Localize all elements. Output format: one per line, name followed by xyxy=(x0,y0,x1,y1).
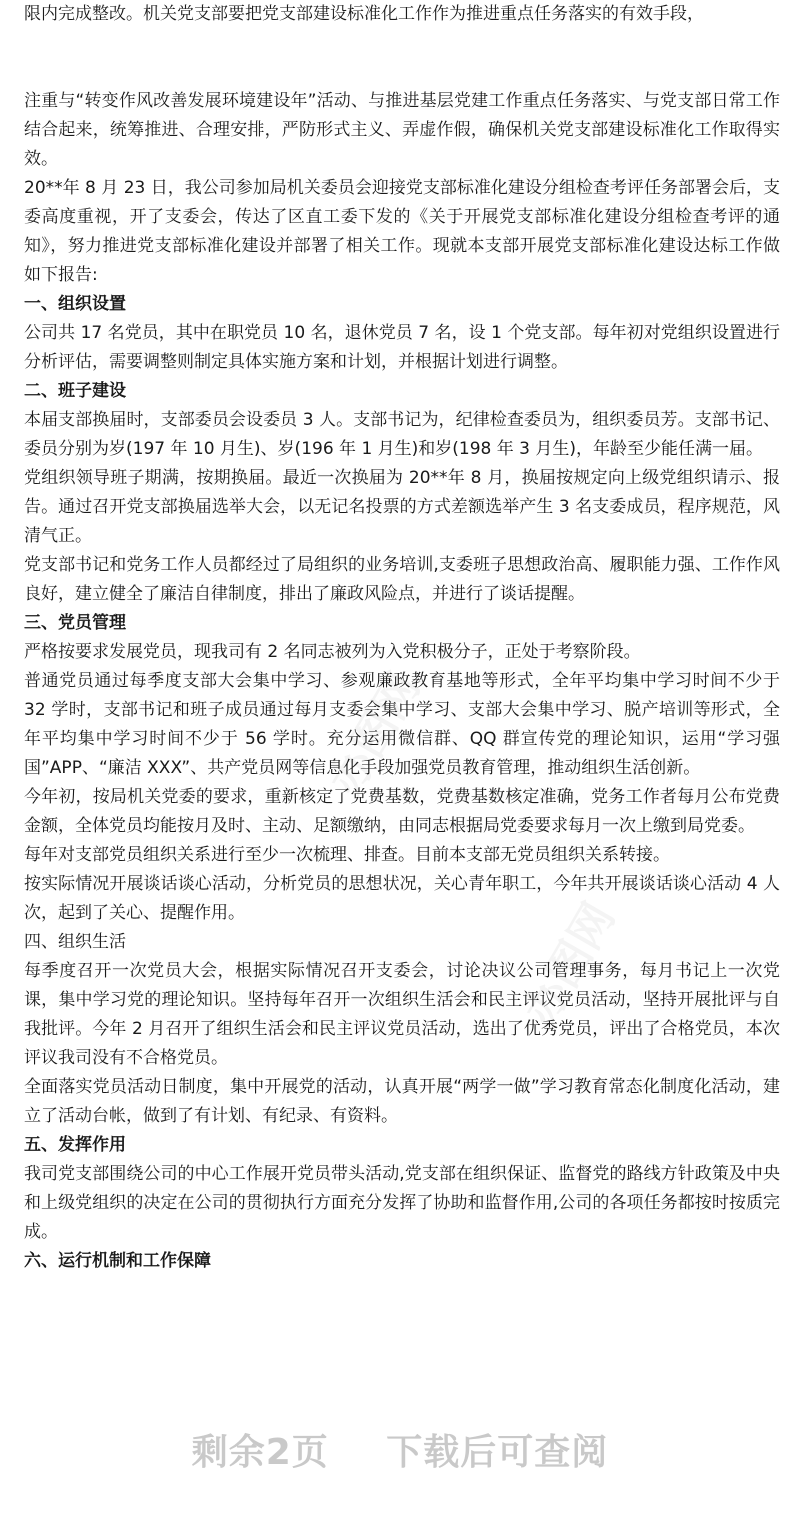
body-paragraph: 每季度召开一次党员大会，根据实际情况召开支委会，讨论决议公司管理事务，每月书记上一次党课，集中学习党的理论知识。坚持每年召开一次组织生活会和民主评议党员活动，坚持开展批评与自我批评。今年 2 月召开了组织生活会和民主评议党员活动，选出了优秀党员，评出了合格党员，本次评议我司没有不合格党员。 xyxy=(24,961,780,1068)
body-paragraph: 普通党员通过每季度支部大会集中学习、参观廉政教育基地等形式，全年平均集中学习时间不少于 32 学时，支部书记和班子成员通过每月支委会集中学习、支部大会集中学习、脱产培训等形式，全年平均集中学习时间不少于 56 学时。充分运用微信群、QQ 群宣传党的理论知识，运用“学习强国”APP、“廉洁 XXX”、共产党员网等信息化手段加强党员教育管理，推动组织生活创新。 xyxy=(24,671,780,778)
body-paragraph: 20**年 8 月 23 日，我公司参加局机关委员会迎接党支部标准化建设分组检查考评任务部署会后，支委高度重视，开了支委会，传达了区直工委下发的《关于开展党支部标准化建设分组检查考评的通知》，努力推进党支部标准化建设并部署了相关工作。现就本支部开展党支部标准化建设达标工作做如下报告: xyxy=(24,178,780,285)
download-to-view-text[interactable]: 下载后可查阅 xyxy=(386,1432,609,1473)
body-paragraph: 本届支部换届时，支部委员会设委员 3 人。支部书记为，纪律检查委员为，组织委员芳。支部书记、委员分别为岁(197 年 10 月生)、岁(196 年 1 月生)和岁(198 年 3 月生)，年龄至少能任满一届。 xyxy=(24,410,780,459)
body-paragraph: 党支部书记和党务工作人员都经过了局组织的业务培训,支委班子思想政治高、履职能力强、工作作风良好，建立健全了廉洁自律制度，排出了廉政风险点，并进行了谈话提醒。 xyxy=(24,555,780,604)
body-paragraph: 严格按要求发展党员，现我司有 2 名同志被列为入党积极分子，正处于考察阶段。 xyxy=(24,642,641,662)
page-gap xyxy=(24,32,780,87)
section-heading: 四、组织生活 xyxy=(24,932,126,952)
body-paragraph: 全面落实党员活动日制度，集中开展党的活动，认真开展“两学一做”学习教育常态化制度化活动，建立了活动台帐，做到了有计划、有纪录、有资料。 xyxy=(24,1077,780,1126)
section-heading: 一、组织设置 xyxy=(24,294,126,314)
body-paragraph: 按实际情况开展谈话谈心活动，分析党员的思想状况，关心青年职工，今年共开展谈话谈心活动 4 人次，起到了关心、提醒作用。 xyxy=(24,874,780,923)
document-body xyxy=(24,87,780,1276)
clipped-top-text xyxy=(24,0,780,32)
body-paragraph: 公司共 17 名党员，其中在职党员 10 名，退休党员 7 名，设 1 个党支部。每年初对党组织设置进行分析评估，需要调整则制定具体实施方案和计划，并根据计划进行调整。 xyxy=(24,323,780,372)
section-heading: 五、发挥作用 xyxy=(24,1135,126,1155)
document-page xyxy=(24,0,780,1276)
section-heading: 三、党员管理 xyxy=(24,613,126,633)
body-paragraph: 注重与“转变作风改善发展环境建设年”活动、与推进基层党建工作重点任务落实、与党支部日常工作结合起来，统筹推进、合理安排，严防形式主义、弄虚作假，确保机关党支部建设标准化工作取得实效。 xyxy=(24,91,780,169)
section-heading: 二、班子建设 xyxy=(24,381,126,401)
body-paragraph: 今年初，按局机关党委的要求，重新核定了党费基数，党费基数核定准确，党务工作者每月公布党费金额，全体党员均能按月及时、主动、足额缴纳，由同志根据局党委要求每月一次上缴到局党委。 xyxy=(24,787,780,836)
clipped-line: 限内完成整改。机关党支部要把党支部建设标准化工作作为推进重点任务落实的有效手段， xyxy=(24,4,704,24)
preview-limit-banner[interactable] xyxy=(0,1424,800,1475)
remaining-pages-text: 剩余2页 xyxy=(191,1432,329,1473)
body-paragraph: 我司党支部围绕公司的中心工作展开党员带头活动,党支部在组织保证、监督党的路线方针政策及中央和上级党组织的决定在公司的贯彻执行方面充分发挥了协助和监督作用,公司的各项任务都按时按质完成。 xyxy=(24,1164,780,1242)
section-heading: 六、运行机制和工作保障 xyxy=(24,1251,211,1271)
body-paragraph: 每年对支部党员组织关系进行至少一次梳理、排查。目前本支部无党员组织关系转接。 xyxy=(24,845,670,865)
body-paragraph: 党组织领导班子期满，按期换届。最近一次换届为 20**年 8 月，换届按规定向上级党组织请示、报告。通过召开党支部换届选举大会，以无记名投票的方式差额选举产生 3 名支委成员，程序规范，风清气正。 xyxy=(24,468,780,546)
